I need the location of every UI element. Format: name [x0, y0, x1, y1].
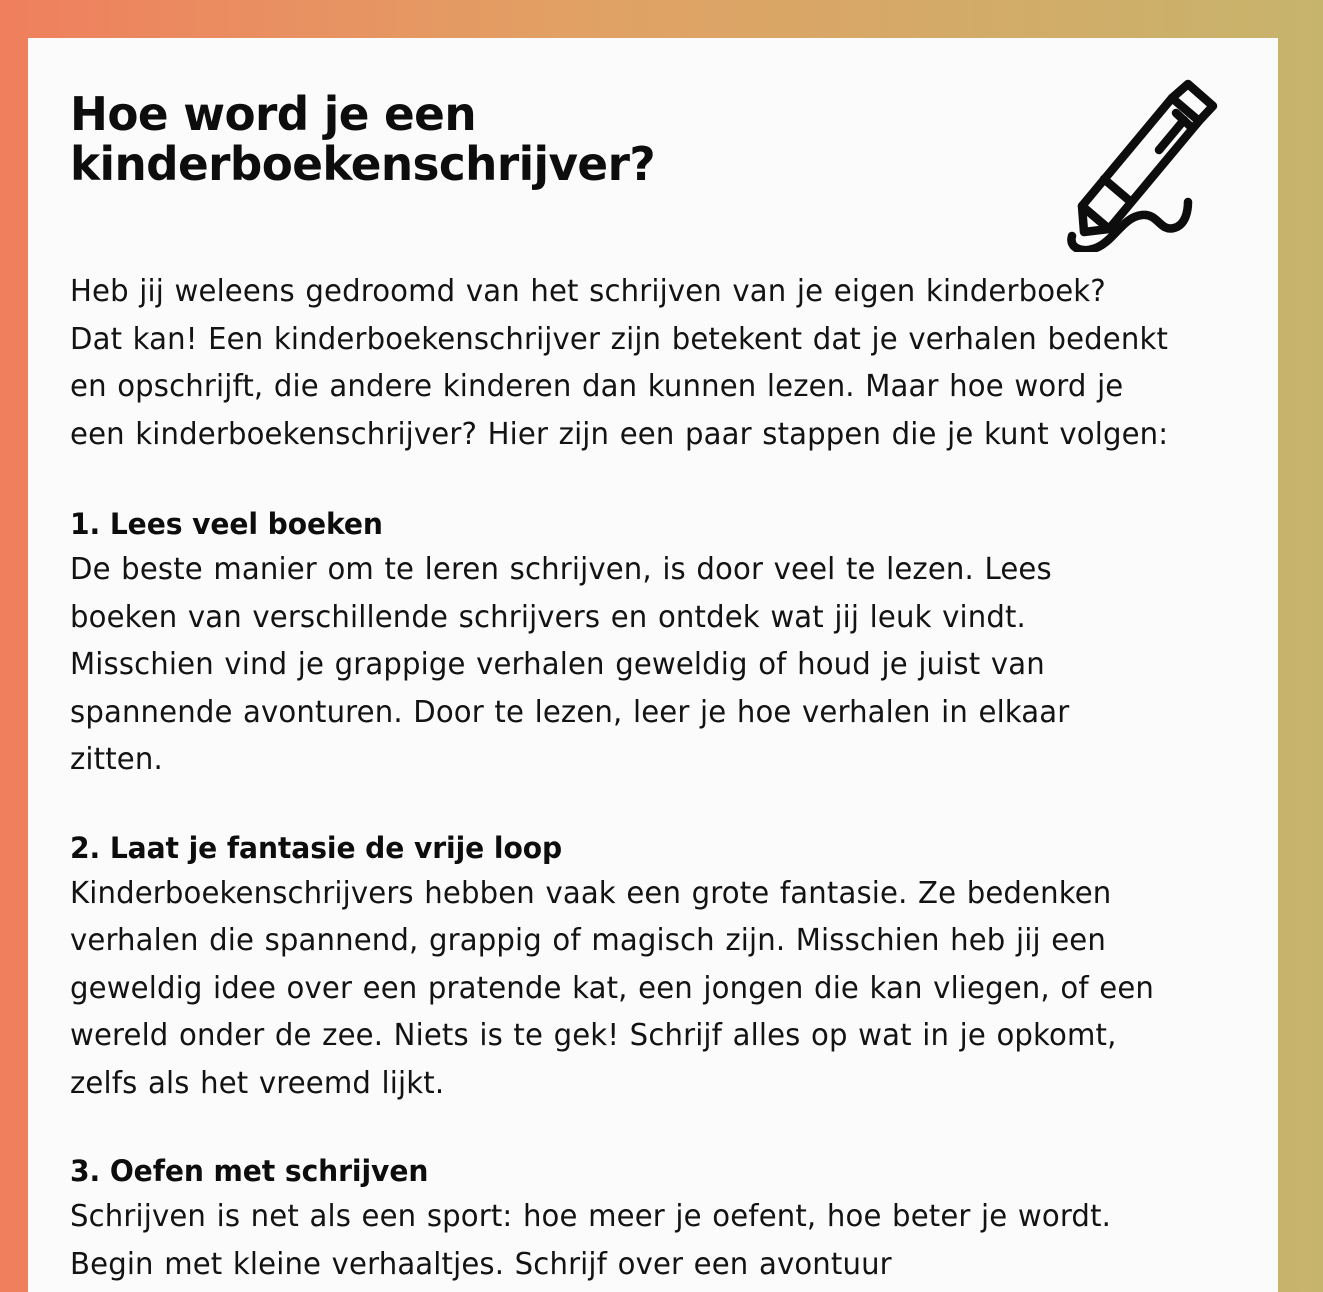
pen-writing-icon	[1058, 74, 1226, 252]
section-2-heading: 2. Laat je fantasie de vrije loop	[70, 830, 563, 865]
section-1-body: De beste manier om te leren schrijven, is door veel te lezen. Lees boeken van verschillende schrijvers en ontdek wat jij leuk vindt. Misschien vind je grappige verhalen geweldig of houd je juist van spannende avonturen. Door te lezen, leer je hoe verhalen in elkaar zitten.	[70, 552, 1070, 777]
section-1-heading: 1. Lees veel boeken	[70, 507, 383, 541]
section-2-body: Kinderboekenschrijvers hebben vaak een grote fantasie. Ze bedenken verhalen die spannend, grappig of magisch zijn. Misschien heb jij een geweldig idee over een pratende kat, een jongen die kan vliegen, of een wereld onder de zee. Niets is te gek! Schrijf alles op wat in je opkomt, zelfs als het vreemd lijkt.	[70, 875, 1154, 1101]
section-1	[70, 502, 1220, 784]
intro-paragraph: Heb jij weleens gedroomd van het schrijven van je eigen kinderboek? Dat kan! Een kinderboekenschrijver zijn betekent dat je verhalen bedenkt en opschrijft, die andere kinderen dan kunnen lezen. Maar hoe word je een kinderboekenschrijver? Hier zijn een paar stappen die je kunt volgen:	[70, 274, 1169, 452]
document-header	[70, 87, 1220, 258]
document-card	[28, 38, 1278, 1292]
section-2	[70, 826, 1220, 1108]
document-body	[70, 268, 1220, 1288]
section-3-heading: 3. Oefen met schrijven	[70, 1154, 429, 1188]
section-3	[70, 1149, 1220, 1288]
section-3-body: Schrijven is net als een sport: hoe meer je oefent, hoe beter je wordt. Begin met kleine verhaaltjes. Schrijf over een avontuur	[70, 1199, 1112, 1282]
page-title: Hoe word je een kinderboekenschrijver?	[70, 87, 656, 191]
